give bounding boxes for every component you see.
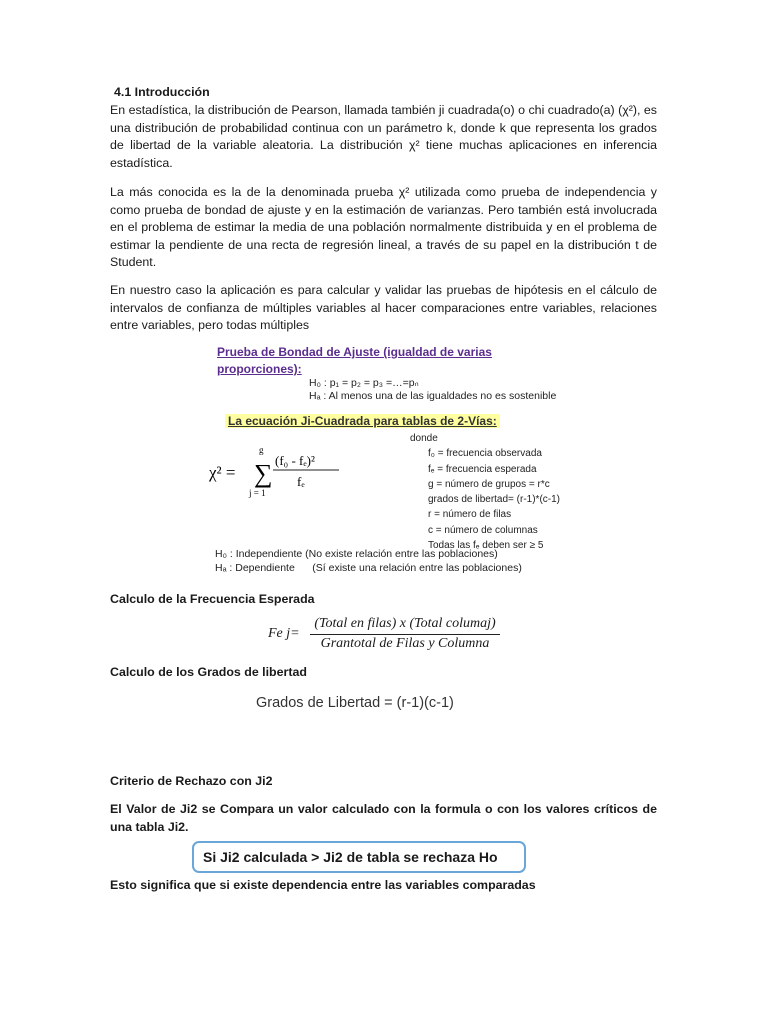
formula-denominator: fₑ <box>297 474 305 489</box>
chi-symbol: χ² = <box>209 463 236 482</box>
formula-denominator: Grantotal de Filas y Columna <box>320 636 490 651</box>
formula-numerator: (Total en filas) x (Total columaj) <box>314 616 496 631</box>
chi-square-figure <box>205 342 575 578</box>
uses-paragraph: La más conocida es la de la denominada prueba χ² utilizada como prueba de independencia y como prueba de bondad de ajuste y en la estimación de varianzas. Pero también está involucrada en el problema de estimar la media de una población normalmente distribuida y en el problema de estimar la pendiente de una recta de regresión lineal, a través de su papel en la distribución t de Student. <box>110 185 657 270</box>
goodness-of-fit-title-line1: Prueba de Bondad de Ajuste (igualdad de varias <box>217 345 492 359</box>
two-way-equation-title: La ecuación Ji-Cuadrada para tablas de 2-Vías: <box>225 414 500 428</box>
formula-numerator: (f₀ - fₑ)² <box>275 453 315 468</box>
dependent-hypothesis: Hₐ : Dependiente (Sí existe una relación entre las poblaciones) <box>215 562 522 574</box>
legend-line: g = número de grupos = r*c <box>428 478 550 490</box>
formula-lhs: Fe j= <box>268 626 300 641</box>
rejection-criterion-heading: Criterio de Rechazo con Ji2 <box>110 774 273 788</box>
intro-paragraph: En estadística, la distribución de Pearson, llamada también ji cuadrada(o) o chi cuadrado(a) (χ²), es una distribución de probabilidad continua con un parámetro k, donde k que representa los grados de libertad de la variable aleatoria. La distribución χ² tiene muchas aplicaciones en inferencia estadística. <box>110 103 657 170</box>
degrees-of-freedom-heading: Calculo de los Grados de libertad <box>110 665 307 679</box>
null-hypothesis: H₀ : p₁ = p₂ = p₃ =…=pₙ <box>309 377 419 389</box>
legend-line: f₀ = frecuencia observada <box>428 448 542 460</box>
goodness-of-fit-title-line2: proporciones): <box>217 362 302 376</box>
formula-legend <box>410 431 560 553</box>
sigma-symbol: ∑ <box>254 459 273 488</box>
conclusion-text: Esto significa que si existe dependencia entre las variables comparadas <box>110 878 536 892</box>
independent-hypothesis: H₀ : Independiente (No existe relación entre las poblaciones) <box>215 548 498 560</box>
legend-line: grados de libertad= (r-1)*(c-1) <box>428 494 560 506</box>
goodness-of-fit-title <box>217 344 492 378</box>
sum-upper-limit: g <box>259 445 264 455</box>
degrees-of-freedom-formula: Grados de Libertad = (r-1)(c-1) <box>256 695 454 711</box>
alternative-hypothesis: Hₐ : Al menos una de las igualdades no es sostenible <box>309 390 557 402</box>
section-heading: 4.1 Introducción <box>114 85 210 99</box>
legend-line: donde <box>410 433 438 444</box>
sum-lower-limit: j = 1 <box>249 488 266 498</box>
chi-square-formula <box>207 430 357 510</box>
legend-line: fₑ = frecuencia esperada <box>428 463 537 475</box>
legend-line: c = número de columnas <box>428 524 538 536</box>
legend-line: r = número de filas <box>428 509 512 521</box>
expected-frequency-heading: Calculo de la Frecuencia Esperada <box>110 592 315 606</box>
fraction-bar <box>310 634 500 635</box>
expected-frequency-formula <box>268 616 508 654</box>
application-paragraph: En nuestro caso la aplicación es para calcular y validar las pruebas de hipótesis en el cálculo de intervalos de confianza de múltiples variables al hacer comparaciones entre variables, relaciones entre variables, pero todas múltiples <box>110 283 657 333</box>
legend-line: Todas las fₑ deben ser ≥ 5 <box>428 540 544 552</box>
rejection-rule-callout: Si Ji2 calculada > Ji2 de tabla se rechaza Ho <box>192 841 526 873</box>
rejection-paragraph: El Valor de Ji2 se Compara un valor calculado con la formula o con los valores críticos de una tabla Ji2. <box>110 802 657 834</box>
